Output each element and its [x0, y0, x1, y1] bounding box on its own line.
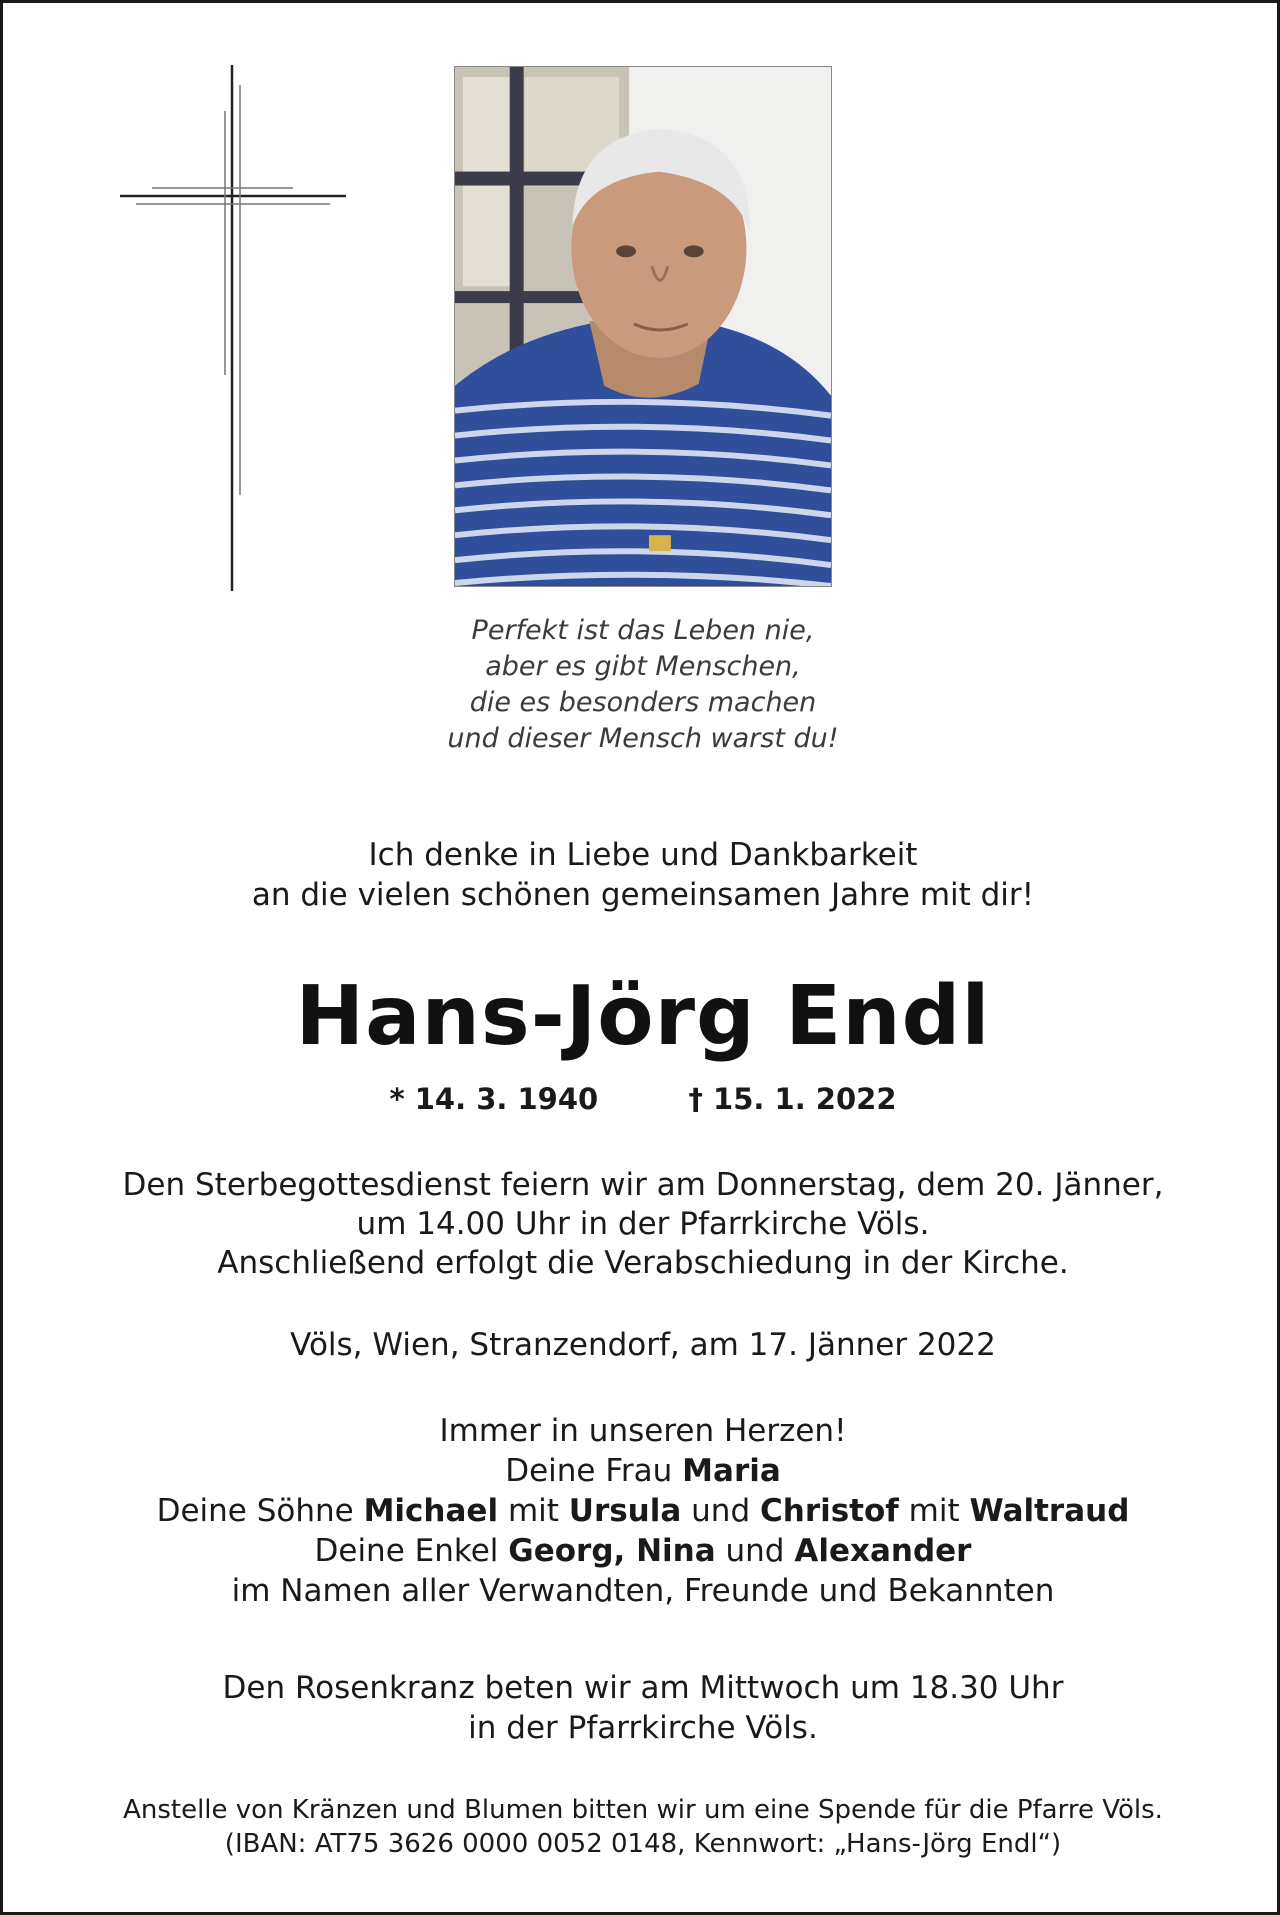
life-dates — [43, 1079, 1243, 1119]
died-date: 15. 1. 2022 — [713, 1082, 897, 1116]
wife-prefix: Deine Frau — [505, 1453, 673, 1489]
remembrance-text — [43, 835, 1243, 915]
connector: und — [725, 1533, 785, 1569]
remembrance-line: an die vielen schönen gemeinsamen Jahre mit dir! — [251, 877, 1035, 913]
connector: mit — [507, 1493, 559, 1529]
family-sons-line — [43, 1491, 1243, 1531]
grandchildren-names: Georg, Nina — [508, 1533, 716, 1569]
family-wife-line — [43, 1451, 1243, 1491]
service-line: Anschließend erfolgt die Verabschiedung in der Kirche. — [217, 1245, 1069, 1281]
connector: mit — [908, 1493, 960, 1529]
donation-line: Anstelle von Kränzen und Blumen bitten wir um eine Spende für die Pfarre Völs. — [123, 1795, 1163, 1825]
remembrance-line: Ich denke in Liebe und Dankbarkeit — [368, 837, 918, 873]
born-symbol: * — [389, 1082, 405, 1116]
wife-name: Maria — [682, 1453, 781, 1489]
service-line: Den Sterbegottesdienst feiern wir am Donnerstag, dem 20. Jänner, — [122, 1167, 1164, 1203]
poem-line: aber es gibt Menschen, — [485, 651, 801, 682]
service-line: um 14.00 Uhr in der Pfarrkirche Völs. — [356, 1206, 930, 1242]
family-mourners — [43, 1411, 1243, 1611]
family-grandchildren-line — [43, 1531, 1243, 1571]
grandchild-name: Alexander — [794, 1533, 972, 1569]
died-symbol: † — [688, 1082, 703, 1116]
poem-line: Perfekt ist das Leben nie, — [471, 615, 815, 646]
poem-line: und dieser Mensch warst du! — [447, 723, 839, 754]
family-intro: Immer in unseren Herzen! — [439, 1413, 847, 1449]
rosary-line: in der Pfarrkirche Völs. — [468, 1710, 818, 1746]
poem — [43, 613, 1243, 757]
portrait-photo — [454, 66, 832, 587]
son-name: Michael — [363, 1493, 499, 1529]
deceased-name: Hans-Jörg Endl — [295, 969, 991, 1064]
cross-icon — [118, 63, 348, 593]
donation-info — [43, 1793, 1243, 1861]
partner-name: Ursula — [568, 1493, 682, 1529]
son-name: Christof — [760, 1493, 899, 1529]
place-and-date: Völs, Wien, Stranzendorf, am 17. Jänner 2022 — [290, 1327, 996, 1363]
family-relatives-line: im Namen aller Verwandten, Freunde und Bekannten — [231, 1573, 1055, 1609]
connector: und — [691, 1493, 751, 1529]
poem-line: die es besonders machen — [469, 687, 817, 718]
rosary-info — [43, 1668, 1243, 1748]
funeral-service — [43, 1166, 1243, 1283]
rosary-line: Den Rosenkranz beten wir am Mittwoch um 18.30 Uhr — [222, 1670, 1064, 1706]
sons-prefix: Deine Söhne — [156, 1493, 354, 1529]
donation-iban-line: (IBAN: AT75 3626 0000 0052 0148, Kennwort: „Hans-Jörg Endl“) — [224, 1829, 1062, 1859]
partner-name: Waltraud — [969, 1493, 1130, 1529]
born-date: 14. 3. 1940 — [414, 1082, 599, 1116]
grandchildren-prefix: Deine Enkel — [314, 1533, 499, 1569]
